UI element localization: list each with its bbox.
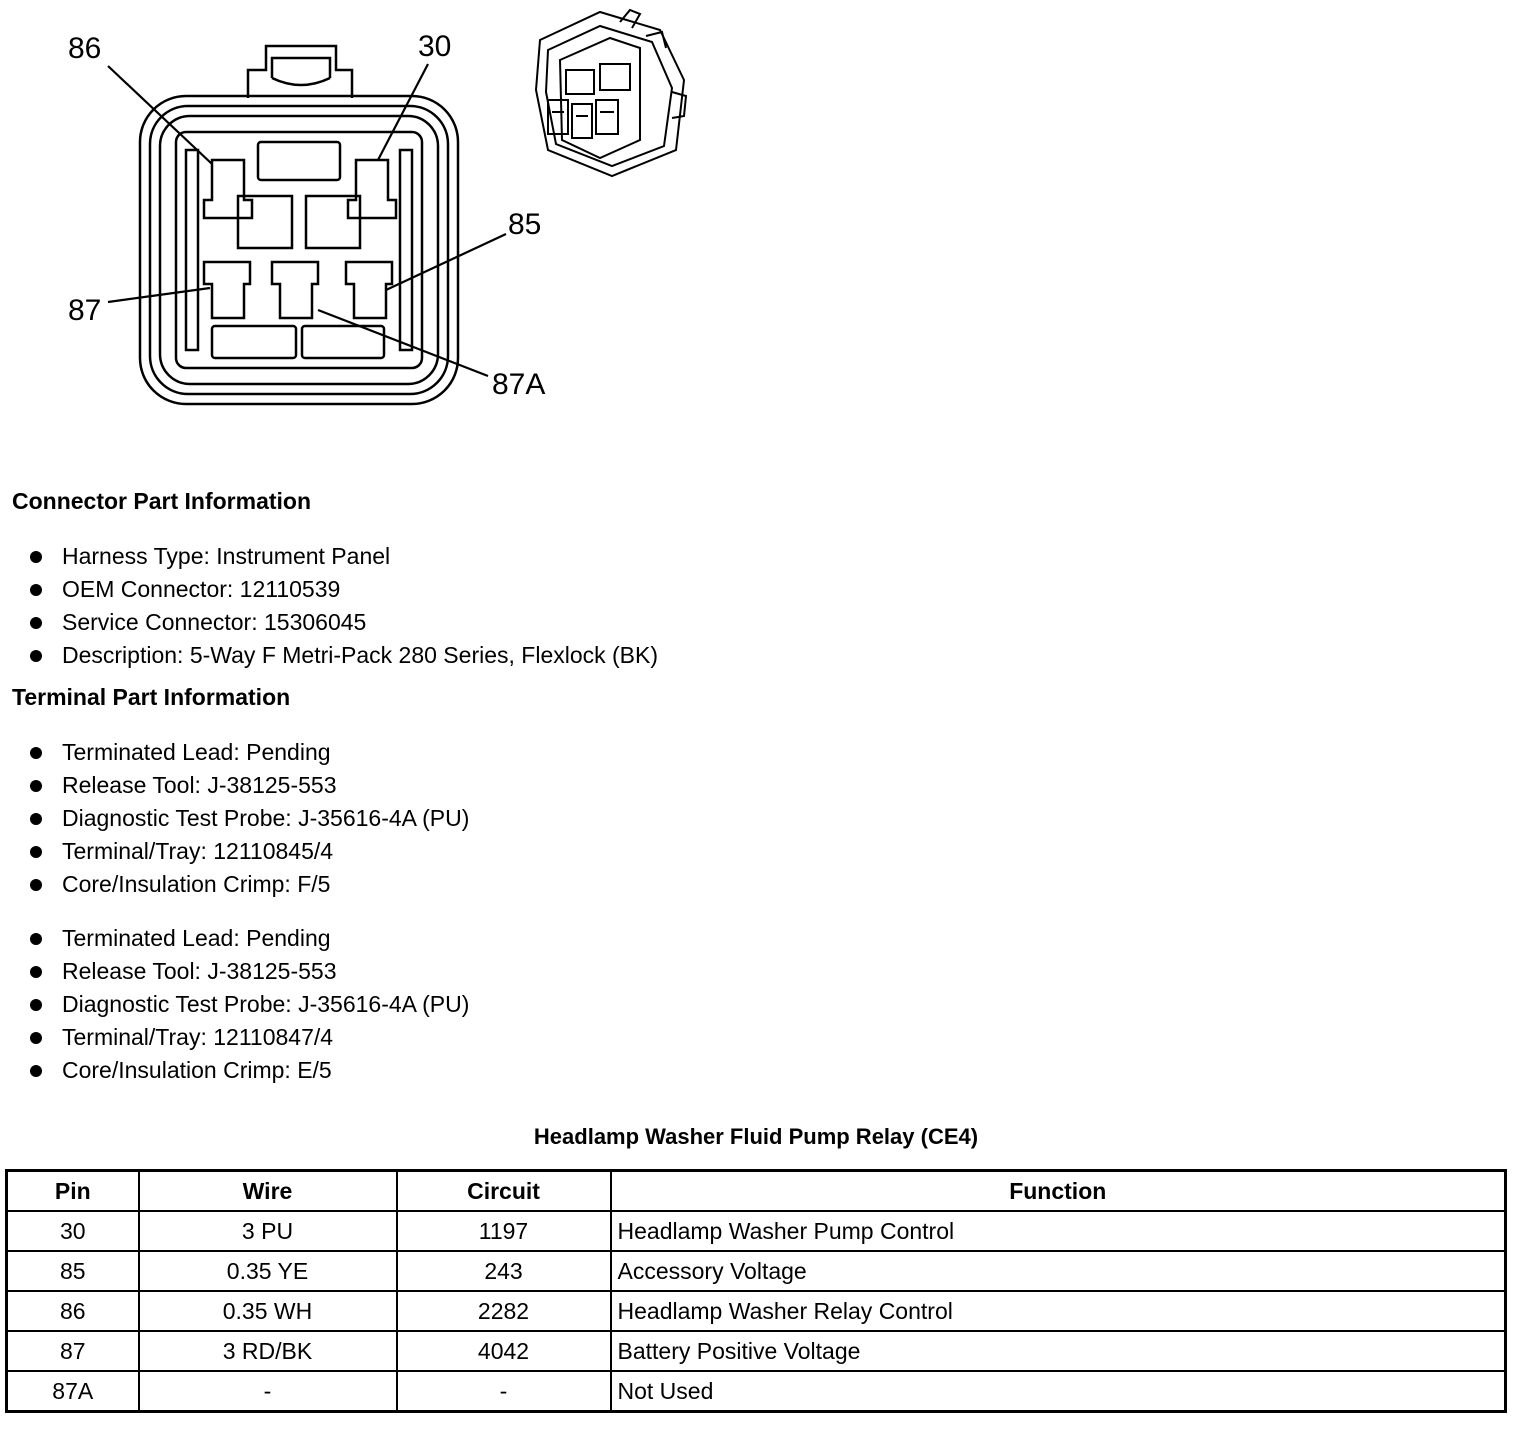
bullet-icon xyxy=(30,551,42,563)
cell-pin: 87A xyxy=(7,1371,139,1412)
bullet-icon xyxy=(30,933,42,945)
cell-circuit: 2282 xyxy=(397,1291,611,1331)
bullet-icon xyxy=(30,999,42,1011)
cell-function: Not Used xyxy=(611,1371,1506,1412)
bullet-icon xyxy=(30,1065,42,1077)
bullet-icon xyxy=(30,966,42,978)
list-item: Service Connector: 15306045 xyxy=(30,606,658,639)
list-item: Core/Insulation Crimp: E/5 xyxy=(30,1054,469,1087)
cell-wire: 3 PU xyxy=(139,1211,397,1251)
connector-3d-illustration xyxy=(536,10,686,176)
list-item: Terminal/Tray: 12110847/4 xyxy=(30,1021,469,1054)
cell-function: Headlamp Washer Relay Control xyxy=(611,1291,1506,1331)
header-function: Function xyxy=(611,1171,1506,1212)
cell-pin: 87 xyxy=(7,1331,139,1371)
list-item: Harness Type: Instrument Panel xyxy=(30,540,658,573)
list-item: Diagnostic Test Probe: J-35616-4A (PU) xyxy=(30,988,469,1021)
cell-wire: - xyxy=(139,1371,397,1412)
connector-info-list xyxy=(30,540,658,672)
cell-function: Headlamp Washer Pump Control xyxy=(611,1211,1506,1251)
header-wire: Wire xyxy=(139,1171,397,1212)
cell-circuit: 4042 xyxy=(397,1331,611,1371)
cell-function: Accessory Voltage xyxy=(611,1251,1506,1291)
table-row xyxy=(7,1331,1506,1371)
pinout-table xyxy=(5,1169,1507,1413)
header-pin: Pin xyxy=(7,1171,139,1212)
cell-pin: 86 xyxy=(7,1291,139,1331)
cell-circuit: 1197 xyxy=(397,1211,611,1251)
leader-85 xyxy=(386,234,506,290)
list-item: Terminal/Tray: 12110845/4 xyxy=(30,835,469,868)
cell-circuit: 243 xyxy=(397,1251,611,1291)
bullet-icon xyxy=(30,813,42,825)
label-85: 85 xyxy=(508,208,542,241)
label-87a: 87A xyxy=(492,368,546,401)
bullet-icon xyxy=(30,650,42,662)
cell-wire: 0.35 YE xyxy=(139,1251,397,1291)
cell-pin: 30 xyxy=(7,1211,139,1251)
list-item: Description: 5-Way F Metri-Pack 280 Series, Flexlock (BK) xyxy=(30,639,658,672)
cell-function: Battery Positive Voltage xyxy=(611,1331,1506,1371)
leader-30 xyxy=(378,64,428,160)
bullet-icon xyxy=(30,780,42,792)
terminal-info-heading: Terminal Part Information xyxy=(12,684,291,710)
bullet-icon xyxy=(30,846,42,858)
label-86: 86 xyxy=(68,32,102,65)
list-item: OEM Connector: 12110539 xyxy=(30,573,658,606)
bullet-icon xyxy=(30,584,42,596)
list-item: Terminated Lead: Pending xyxy=(30,736,469,769)
bullet-icon xyxy=(30,617,42,629)
header-circuit: Circuit xyxy=(397,1171,611,1212)
table-row xyxy=(7,1371,1506,1412)
table-row xyxy=(7,1251,1506,1291)
label-30: 30 xyxy=(418,30,452,63)
connector-diagram xyxy=(0,0,720,420)
list-item: Release Tool: J-38125-553 xyxy=(30,955,469,988)
bullet-icon xyxy=(30,879,42,891)
table-row xyxy=(7,1291,1506,1331)
list-item: Release Tool: J-38125-553 xyxy=(30,769,469,802)
connector-info-heading: Connector Part Information xyxy=(12,488,312,514)
bullet-icon xyxy=(30,747,42,759)
label-87: 87 xyxy=(68,294,102,327)
table-row xyxy=(7,1211,1506,1251)
leader-87a xyxy=(318,310,488,376)
cell-wire: 0.35 WH xyxy=(139,1291,397,1331)
terminal-info-list-1 xyxy=(30,736,469,901)
cell-circuit: - xyxy=(397,1371,611,1412)
table-header-row xyxy=(7,1171,1506,1212)
table-title: Headlamp Washer Fluid Pump Relay (CE4) xyxy=(533,1124,979,1149)
cell-wire: 3 RD/BK xyxy=(139,1331,397,1371)
list-item: Terminated Lead: Pending xyxy=(30,922,469,955)
cell-pin: 85 xyxy=(7,1251,139,1291)
list-item: Diagnostic Test Probe: J-35616-4A (PU) xyxy=(30,802,469,835)
list-item: Core/Insulation Crimp: F/5 xyxy=(30,868,469,901)
terminal-info-list-2 xyxy=(30,922,469,1087)
bullet-icon xyxy=(30,1032,42,1044)
